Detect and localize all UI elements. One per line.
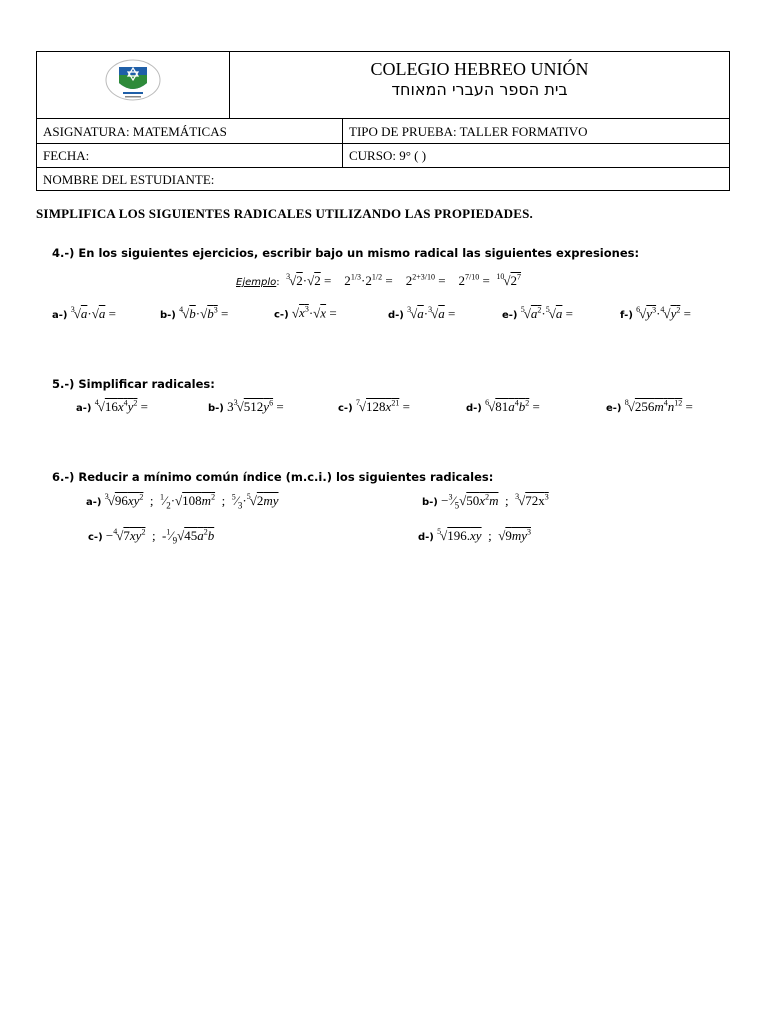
header-row-student bbox=[37, 168, 729, 191]
s4-item-b: b-) $^4√b\cdot√b^3$ = bbox=[160, 305, 229, 321]
header-table bbox=[36, 51, 730, 191]
s4-item-f: f-) $^6√y^3\cdot^4√y^2$ = bbox=[620, 305, 691, 321]
subject-field[interactable]: ASIGNATURA: MATEMÁTICAS bbox=[37, 119, 343, 143]
grade-field[interactable]: CURSO: 9° ( ) bbox=[349, 148, 427, 163]
s5-item-c: c-) $^7√128x^{21}$ = bbox=[338, 398, 410, 414]
s4-item-e: e-) $^5√a^2\cdot^5√a$ = bbox=[502, 305, 573, 321]
header-row-date bbox=[37, 144, 729, 168]
s5-item-d: d-) $^6√81a^4b^2$ = bbox=[466, 398, 540, 414]
s4-item-d: d-) $^3$√a·$^3$√a = bbox=[388, 305, 456, 321]
section-4-title: 4.-) En los siguientes ejercicios, escribir bajo un mismo radical las siguientes expresiones: bbox=[52, 246, 640, 260]
s4-item-c: c-) $√x^3\cdot√x$ = bbox=[274, 305, 337, 321]
school-logo bbox=[105, 59, 161, 101]
date-field[interactable]: FECHA: bbox=[37, 144, 343, 167]
example-expression: Ejemplo: $^3$√2·√2 = $2^{1/3}\cdot 2^{1/2}$ = $2^{2+3/10}$ = $2^{7/10} = ^{10}√2^7$ bbox=[236, 272, 522, 288]
section-6-title: 6.-) Reducir a mínimo común índice (m.c.i.) los siguientes radicales: bbox=[52, 470, 494, 484]
section-5-title: 5.-) Simplificar radicales: bbox=[52, 377, 215, 391]
test-type-field[interactable]: TIPO DE PRUEBA: TALLER FORMATIVO bbox=[349, 123, 588, 139]
school-name-hebrew: בית הספר העברי המאוחד bbox=[391, 80, 568, 99]
s6-item-c: $c-) -^4√7xy^2$ ; $-^1⁄_9√45a^2b$ bbox=[88, 527, 215, 546]
s6-item-b: $b-) -^3⁄_5√50x^2m$ ; $^3√72x^3$ bbox=[422, 492, 549, 511]
s5-item-e: e-) $^8√256m^4n^{12}$ = bbox=[606, 398, 693, 414]
title-cell bbox=[230, 52, 729, 118]
logo-cell bbox=[37, 52, 230, 118]
header-row-subject bbox=[37, 119, 729, 144]
s4-item-a: a-) $^3$√a·√a = bbox=[52, 305, 116, 321]
header-row-title bbox=[37, 52, 729, 119]
instruction-heading: SIMPLIFICA LOS SIGUIENTES RADICALES UTILIZANDO LAS PROPIEDADES. bbox=[36, 206, 533, 221]
s6-item-a: a-) $^3√96xy^2$ ; $^1⁄_2\cdot√108m^2$ ; $^5⁄_3\cdot^5√2my$ bbox=[86, 492, 279, 511]
student-name-field[interactable]: NOMBRE DEL ESTUDIANTE: bbox=[43, 172, 215, 187]
school-name: COLEGIO HEBREO UNIÓN bbox=[370, 59, 589, 79]
s5-item-b: b-) $3^3√512y^6$ = bbox=[208, 398, 284, 414]
s5-item-a: a-) $^4√16x^4y^2$ = bbox=[76, 398, 149, 414]
s6-item-d: d-) $^5$√196.xy ; $√9my^3$ bbox=[418, 527, 531, 543]
